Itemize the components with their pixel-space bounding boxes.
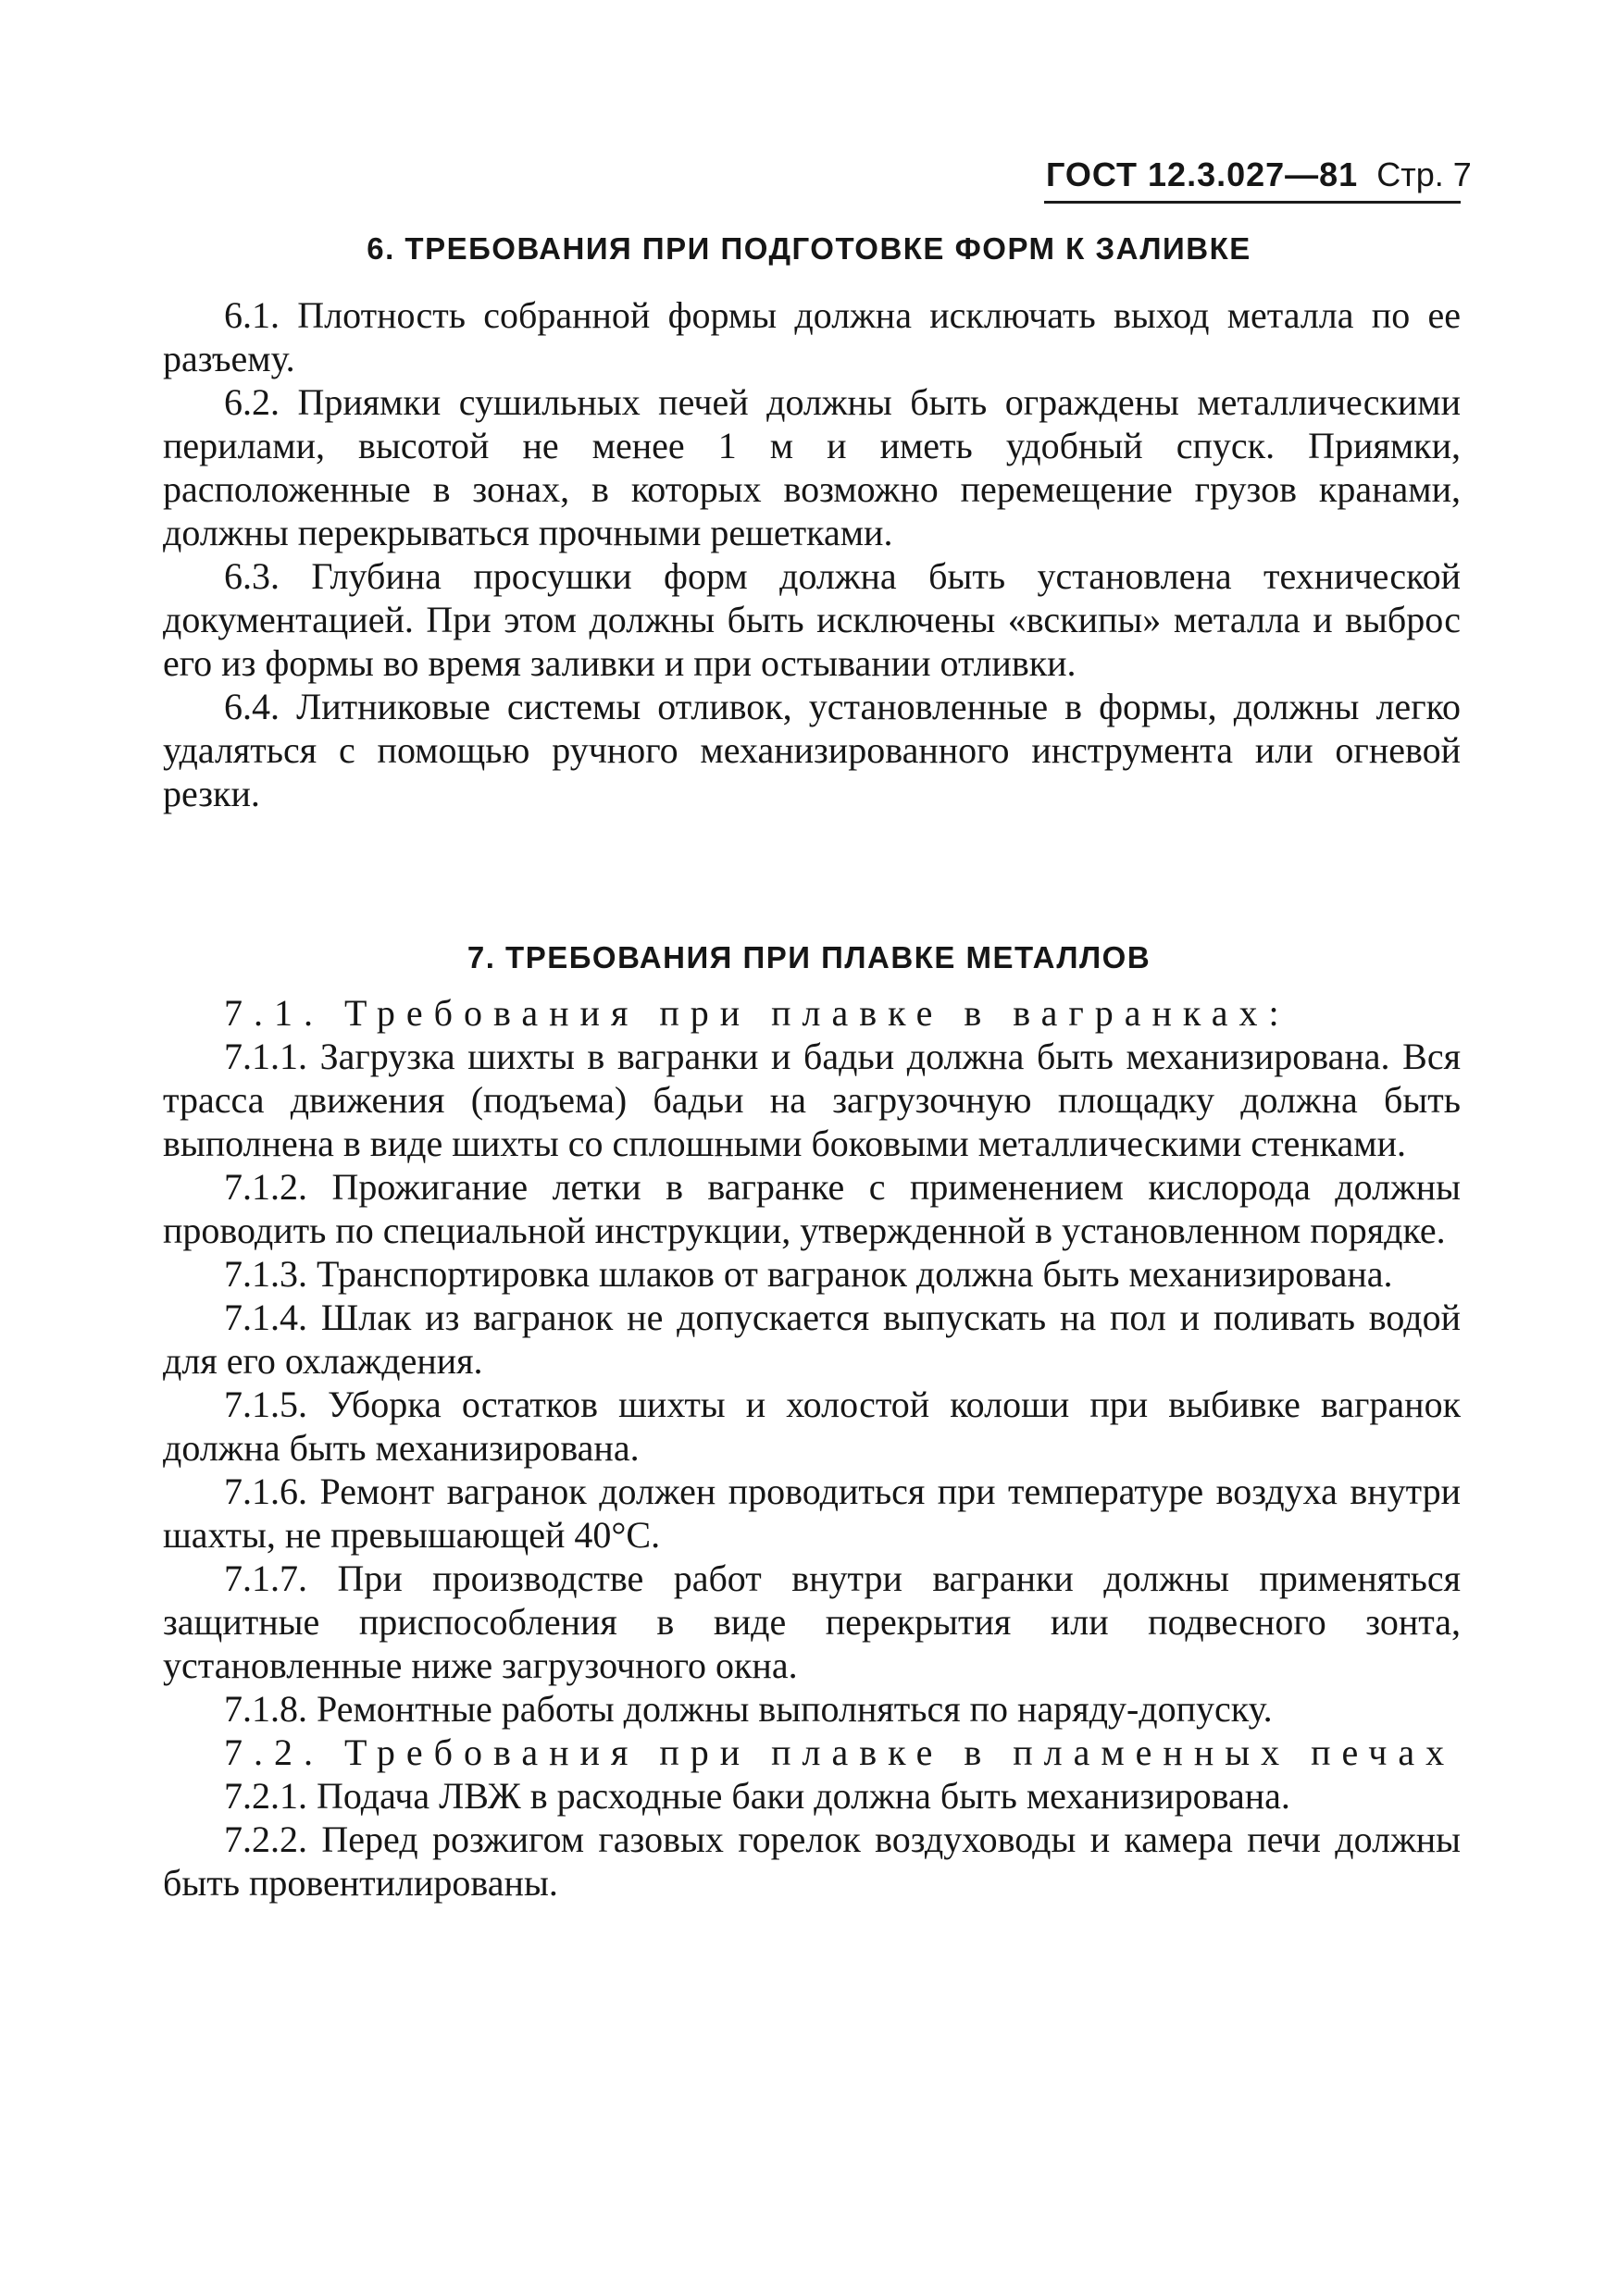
subsection-7-2-title: 7.2. Требования при плавке в пламенных печах <box>224 1731 1456 1773</box>
paragraph-7-1-7: 7.1.7. При производстве работ внутри вагранки должны применяться защитные приспособления в виде перекрытия или подвесного зонта, установленные ниже загрузочного окна. <box>163 1558 1461 1686</box>
paragraph-6-1: 6.1. Плотность собранной формы должна исключать выход металла по ее разъему. <box>163 294 1461 379</box>
paragraph-7-1-6: 7.1.6. Ремонт вагранок должен проводиться при температуре воздуха внутри шахты, не превышающей 40°С. <box>163 1471 1461 1556</box>
paragraph-6-3: 6.3. Глубина просушки форм должна быть установлена технической документацией. При этом должны быть исключены «вскипы» металла и выброс его из формы во время заливки и при остывании отливки. <box>163 555 1461 684</box>
section-6-body <box>163 293 1461 815</box>
paragraph-7-1-2: 7.1.2. Прожигание летки в вагранке с применением кислорода должны проводить по специальной инструкции, утвержденной в установленном порядке. <box>163 1166 1461 1251</box>
paragraph-7-2-1: 7.2.1. Подача ЛВЖ в расходные баки должна быть механизирована. <box>224 1775 1290 1817</box>
paragraph-7-2-2: 7.2.2. Перед розжигом газовых горелок воздуховоды и камера печи должны быть провентилированы. <box>163 1818 1461 1904</box>
section-6-heading: 6. ТРЕБОВАНИЯ ПРИ ПОДГОТОВКЕ ФОРМ К ЗАЛИВКЕ <box>367 231 1251 266</box>
paragraph-7-1-4: 7.1.4. Шлак из вагранок не допускается выпускать на пол и поливать водой для его охлаждения. <box>163 1297 1461 1382</box>
paragraph-6-4: 6.4. Литниковые системы отливок, установленные в формы, должны легко удаляться с помощью ручного механизированного инструмента или огневой резки. <box>163 686 1461 814</box>
paragraph-7-1-8: 7.1.8. Ремонтные работы должны выполняться по наряду-допуску. <box>224 1688 1273 1730</box>
paragraph-6-2: 6.2. Приямки сушильных печей должны быть ограждены металлическими перилами, высотой не менее 1 м и иметь удобный спуск. Приямки, расположенные в зонах, в которых возможно перемещение грузов кранами, должны перекрываться прочными решетками. <box>163 381 1461 553</box>
page-header <box>1046 155 1472 194</box>
paragraph-7-1-3: 7.1.3. Транспортировка шлаков от вагранок должна быть механизирована. <box>224 1253 1393 1295</box>
paragraph-7-1-1: 7.1.1. Загрузка шихты в вагранки и бадьи должна быть механизирована. Вся трасса движения (подъема) бадьи на загрузочную площадку должна быть выполнена в виде шихты со сплошными боковыми металлическими стенками. <box>163 1036 1461 1164</box>
header-rule <box>1044 201 1461 204</box>
page-number: Стр. 7 <box>1376 155 1472 193</box>
standard-number: ГОСТ 12.3.027—81 <box>1046 155 1359 193</box>
subsection-7-1-title: 7.1. Требования при плавке в вагранках: <box>224 992 1290 1034</box>
section-7-heading: 7. ТРЕБОВАНИЯ ПРИ ПЛАВКЕ МЕТАЛЛОВ <box>467 940 1151 974</box>
section-7-body <box>163 991 1461 1905</box>
paragraph-7-1-5: 7.1.5. Уборка остатков шихты и холостой колоши при выбивке вагранок должна быть механизирована. <box>163 1384 1461 1469</box>
